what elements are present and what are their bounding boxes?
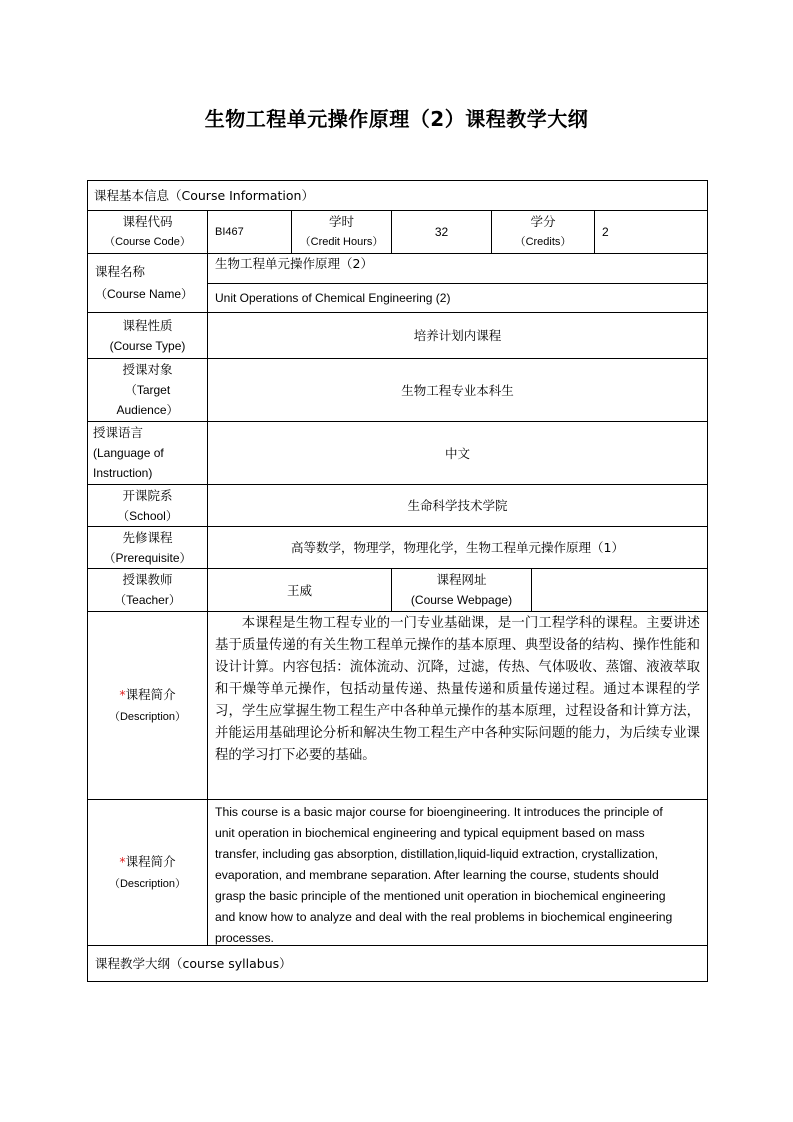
language-value: 中文 — [444, 445, 470, 461]
credits-value: 2 — [602, 224, 609, 239]
prerequisite-label-cn: 先修课程 — [122, 529, 173, 545]
description-en-line: and know how to analyze and deal with the real problems in biochemical engineering — [215, 910, 673, 924]
course-info-header — [87, 181, 707, 210]
prerequisite-label-en: （Prerequisite） — [103, 550, 192, 565]
description-en-line: grasp the basic principle of the mentioned unit operation in biochemical engineering — [215, 889, 666, 903]
audience-label-cn: 授课对象 — [122, 362, 173, 377]
school-value: 生命科学技术学院 — [407, 498, 508, 513]
description-en-line: evaporation, and membrane separation. After learning the course, students should — [215, 868, 659, 882]
teacher-value: 王威 — [286, 582, 312, 598]
description-en-line: processes. — [215, 931, 274, 945]
syllabus-label: 课程教学大纲（course syllabus） — [95, 956, 292, 971]
course-name-en: Unit Operations of Chemical Engineering (2) — [215, 290, 451, 305]
description-cn-label-en: （Description） — [108, 710, 187, 723]
prerequisite-value: 高等数学，物理学，物理化学，生物工程单元操作原理（1） — [291, 540, 624, 555]
audience-value: 生物工程专业本科生 — [401, 382, 514, 398]
teacher-label-en: （Teacher） — [114, 593, 181, 607]
school-label-cn: 开课院系 — [122, 487, 173, 503]
prerequisite-label — [88, 527, 207, 568]
course-code-label — [88, 211, 207, 253]
description-en-line: This course is a basic major course for bioengineering. It introduces the principle of — [215, 805, 663, 819]
description-en-label — [88, 800, 207, 945]
description-cn-label-text: 课程简介 — [125, 686, 176, 702]
school-label-en: （School） — [117, 508, 178, 523]
syllabus-header — [88, 946, 707, 981]
description-cn-label — [88, 612, 207, 799]
description-en-label-en: （Description） — [108, 877, 187, 890]
credits-label-en: （Credits） — [514, 236, 572, 248]
school-label — [88, 485, 207, 526]
description-en-line: unit operation in biochemical engineering and typical equipment based on mass — [215, 826, 645, 840]
document-title: 生物工程单元操作原理（2）课程教学大纲 — [204, 107, 589, 131]
course-type-label — [88, 313, 207, 358]
course-code-label-cn: 课程代码 — [122, 214, 173, 229]
audience-label — [88, 359, 207, 421]
language-label — [88, 422, 207, 484]
required-mark: * — [119, 853, 126, 869]
description-en-line: transfer, including gas absorption, distillation,liquid-liquid extraction, crystallization, — [215, 847, 659, 861]
language-label-en1: (Language of — [93, 446, 164, 460]
teacher-label — [88, 569, 207, 611]
required-mark: * — [119, 686, 126, 702]
course-name-label — [88, 254, 207, 312]
credit-hours-label-cn: 学时 — [328, 214, 354, 229]
webpage-label-en: (Course Webpage) — [410, 593, 513, 607]
audience-label-en2: Audience） — [116, 403, 179, 417]
course-code-value: BI467 — [215, 225, 244, 238]
webpage-label — [392, 569, 531, 611]
webpage-value[interactable] — [532, 569, 707, 611]
credits-label-cn: 学分 — [530, 214, 556, 229]
course-type-value: 培养计划内课程 — [413, 328, 502, 343]
description-en-label-cn — [119, 851, 175, 873]
description-cn-label-cn — [119, 684, 175, 706]
course-type-label-cn: 课程性质 — [122, 317, 173, 333]
description-en-text — [208, 800, 707, 945]
credit-hours-value: 32 — [434, 224, 449, 239]
language-label-cn: 授课语言 — [93, 425, 144, 440]
credit-hours-label-en: （Credit Hours） — [299, 236, 384, 248]
language-label-en2: Instruction) — [93, 466, 153, 480]
description-en-label-text: 课程简介 — [125, 853, 176, 869]
course-code-label-en: （Course Code） — [104, 236, 191, 248]
audience-label-en1: （Target — [124, 383, 171, 397]
description-cn-text: 本课程是生物工程专业的一门专业基础课，是一门工程学科的课程。主要讲述基于质量传递的有关生物工程单元操作的基本原理、典型设备的结构、操作性能和设计计算。内容包括：流体流动、沉降，过滤，传热、气体吸收、蒸馏、液液萃取和干燥等单元操作，包括动量传递、热量传递和质量传递过程。通过本课程的学习，学生应掌握生物工程生产中各种单元操作的基本原理，过程设备和计算方法，并能运用基础理论分析和解决生物工程生产中各种实际问题的能力，为后续专业课程的学习打下必要的基础。 — [215, 616, 700, 763]
course-type-label-en: (Course Type) — [109, 338, 186, 353]
teacher-label-cn: 授课教师 — [122, 572, 173, 587]
webpage-label-cn: 课程网址 — [436, 572, 487, 587]
course-info-label: 课程基本信息（Course Information） — [94, 188, 314, 203]
course-name-label-cn: 课程名称 — [95, 264, 146, 279]
credits-label — [492, 211, 594, 253]
course-name-cn: 生物工程单元操作原理（2） — [215, 256, 373, 271]
course-name-label-en: （Course Name） — [95, 287, 194, 301]
credit-hours-label — [292, 211, 391, 253]
